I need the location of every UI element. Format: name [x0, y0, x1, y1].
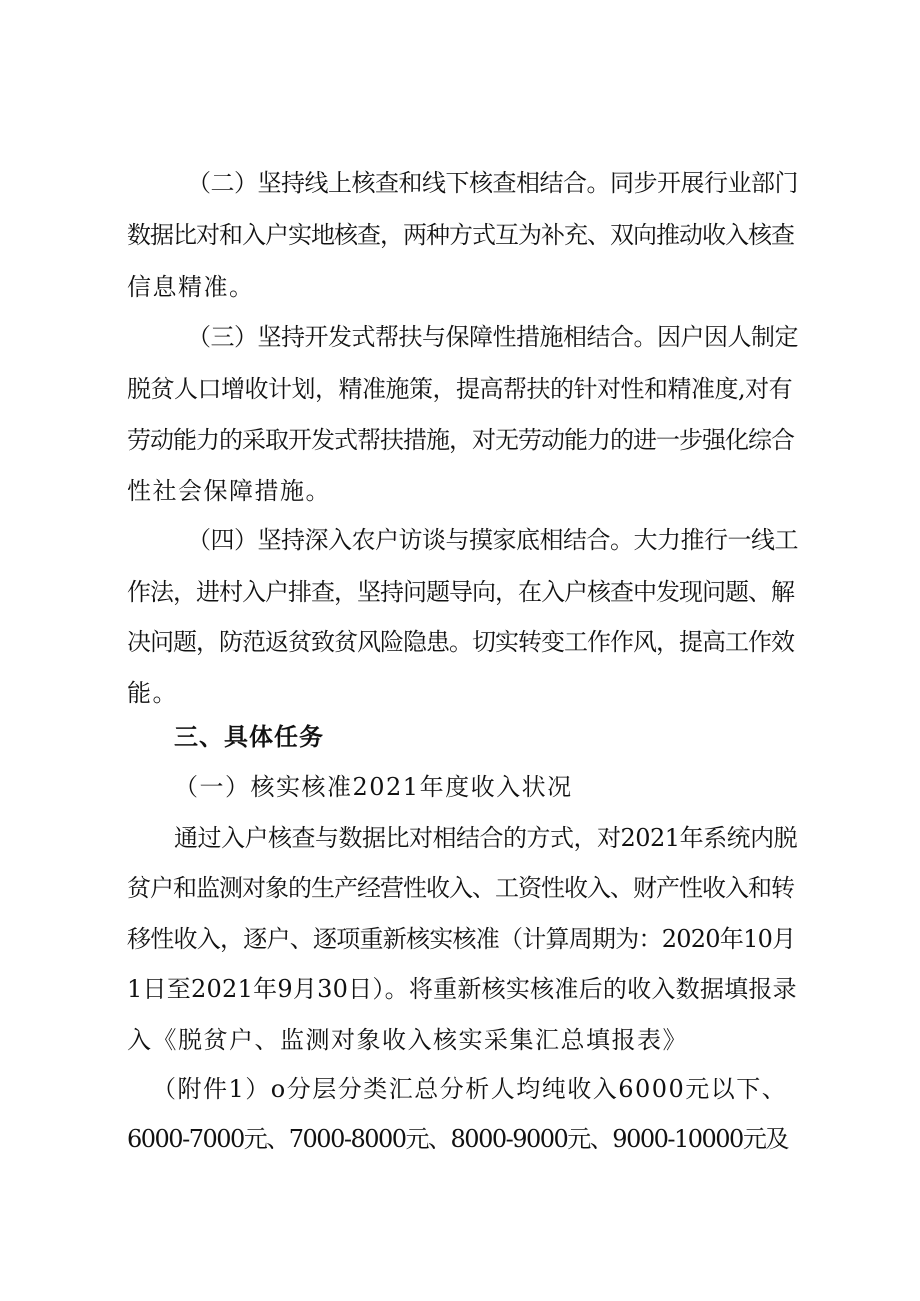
text-line: （四）坚持深入农户访谈与摸家底相结合。大力推行一线工: [187, 526, 798, 554]
section-heading: 三、具体任务: [174, 723, 324, 751]
text-line: （三）坚持开发式帮扶与保障性措施相结合。因户因人制定: [187, 323, 798, 351]
text-line: 脱贫人口增收计划，精准施策，提高帮扶的针对性和精准度,对有: [127, 375, 793, 403]
text-line: （二）坚持线上核查和线下核查相结合。同步开展行业部门: [187, 169, 798, 197]
text-line: 通过入户核查与数据比对相结合的方式，对2021年系统内脱: [174, 824, 798, 852]
text-line: 6000-7000元、7000-8000元、8000-9000元、9000-10000元及: [127, 1125, 788, 1153]
text-line: 决问题，防范返贫致贫风险隐患。切实转变工作作风，提高工作效: [127, 628, 794, 656]
text-line: （附件1）o分层分类汇总分析人均纯收入6000元以下、: [152, 1075, 788, 1103]
subsection-heading: （一）核实核准2021年度收入状况: [174, 773, 573, 801]
text-line: 数据比对和入户实地核查，两种方式互为补充、双向推动收入核查: [127, 221, 794, 249]
text-line: 贫户和监测对象的生产经营性收入、工资性收入、财产性收入和转: [127, 874, 794, 902]
text-line: 性社会保障措施。: [127, 477, 331, 505]
text-line: 信息精准。: [127, 273, 255, 301]
text-line: 移性收入，逐户、逐项重新核实核准（计算周期为：2020年10月: [127, 925, 796, 953]
text-line: 能。: [127, 679, 178, 707]
text-line: 劳动能力的采取开发式帮扶措施，对无劳动能力的进一步强化综合: [127, 426, 794, 454]
text-line: 入《脱贫户、监测对象收入核实采集汇总填报表》: [127, 1026, 688, 1054]
text-line: 作法，进村入户排查，坚持问题导向，在入户核查中发现问题、解: [127, 578, 794, 606]
text-line: 1日至2021年9月30日）。将重新核实核准后的收入数据填报录: [127, 975, 797, 1003]
